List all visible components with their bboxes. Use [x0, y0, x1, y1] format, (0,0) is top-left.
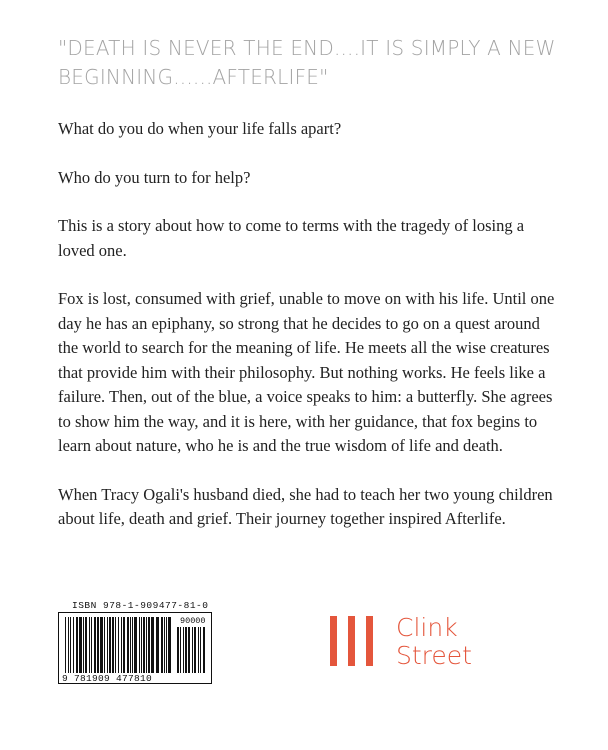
publisher-name-line-2: Street — [396, 641, 472, 670]
back-cover-quote — [58, 34, 578, 92]
publisher-logo-mark — [330, 616, 374, 666]
blurb-paragraph: This is a story about how to come to terms with the tragedy of losing a loved one. — [58, 216, 525, 260]
blurb-paragraph: Fox is lost, consumed with grief, unable to move on with his life. Until one day he has an epiphany, so strong that he decides to go on a quest around the world to search for the meaning of life. He meets all the wise creatures that provide him with their philosophy. But nothing works. He feels like a failure. Then, out of the blue, a voice speaks to him: a butterfly. She agrees to show him the way, and it is here, with her guidance, that fox begins to learn about nature, who he is and the true wisdom of life and death. — [58, 289, 555, 455]
blurb — [58, 117, 558, 556]
publisher-name-line-1: Clink — [396, 613, 458, 642]
blurb-paragraph: Who do you turn to for help? — [58, 167, 251, 187]
quote-line-2: BEGINNING......AFTERLIFE" — [58, 65, 329, 89]
barcode-digits: 9 781909 477810 — [62, 673, 153, 684]
isbn-barcode — [58, 600, 212, 688]
quote-line-1: "DEATH IS NEVER THE END....IT IS SIMPLY A NEW — [58, 36, 556, 60]
barcode-addon-digits: 90000 — [180, 616, 206, 626]
blurb-paragraph: What do you do when your life falls apart? — [58, 119, 342, 138]
isbn-label: ISBN 978-1-909477-81-0 — [72, 600, 209, 611]
blurb-paragraph: When Tracy Ogali's husband died, she had to teach her two young children about life, death and grief. Their journey together inspired Afterlife. — [58, 484, 553, 528]
